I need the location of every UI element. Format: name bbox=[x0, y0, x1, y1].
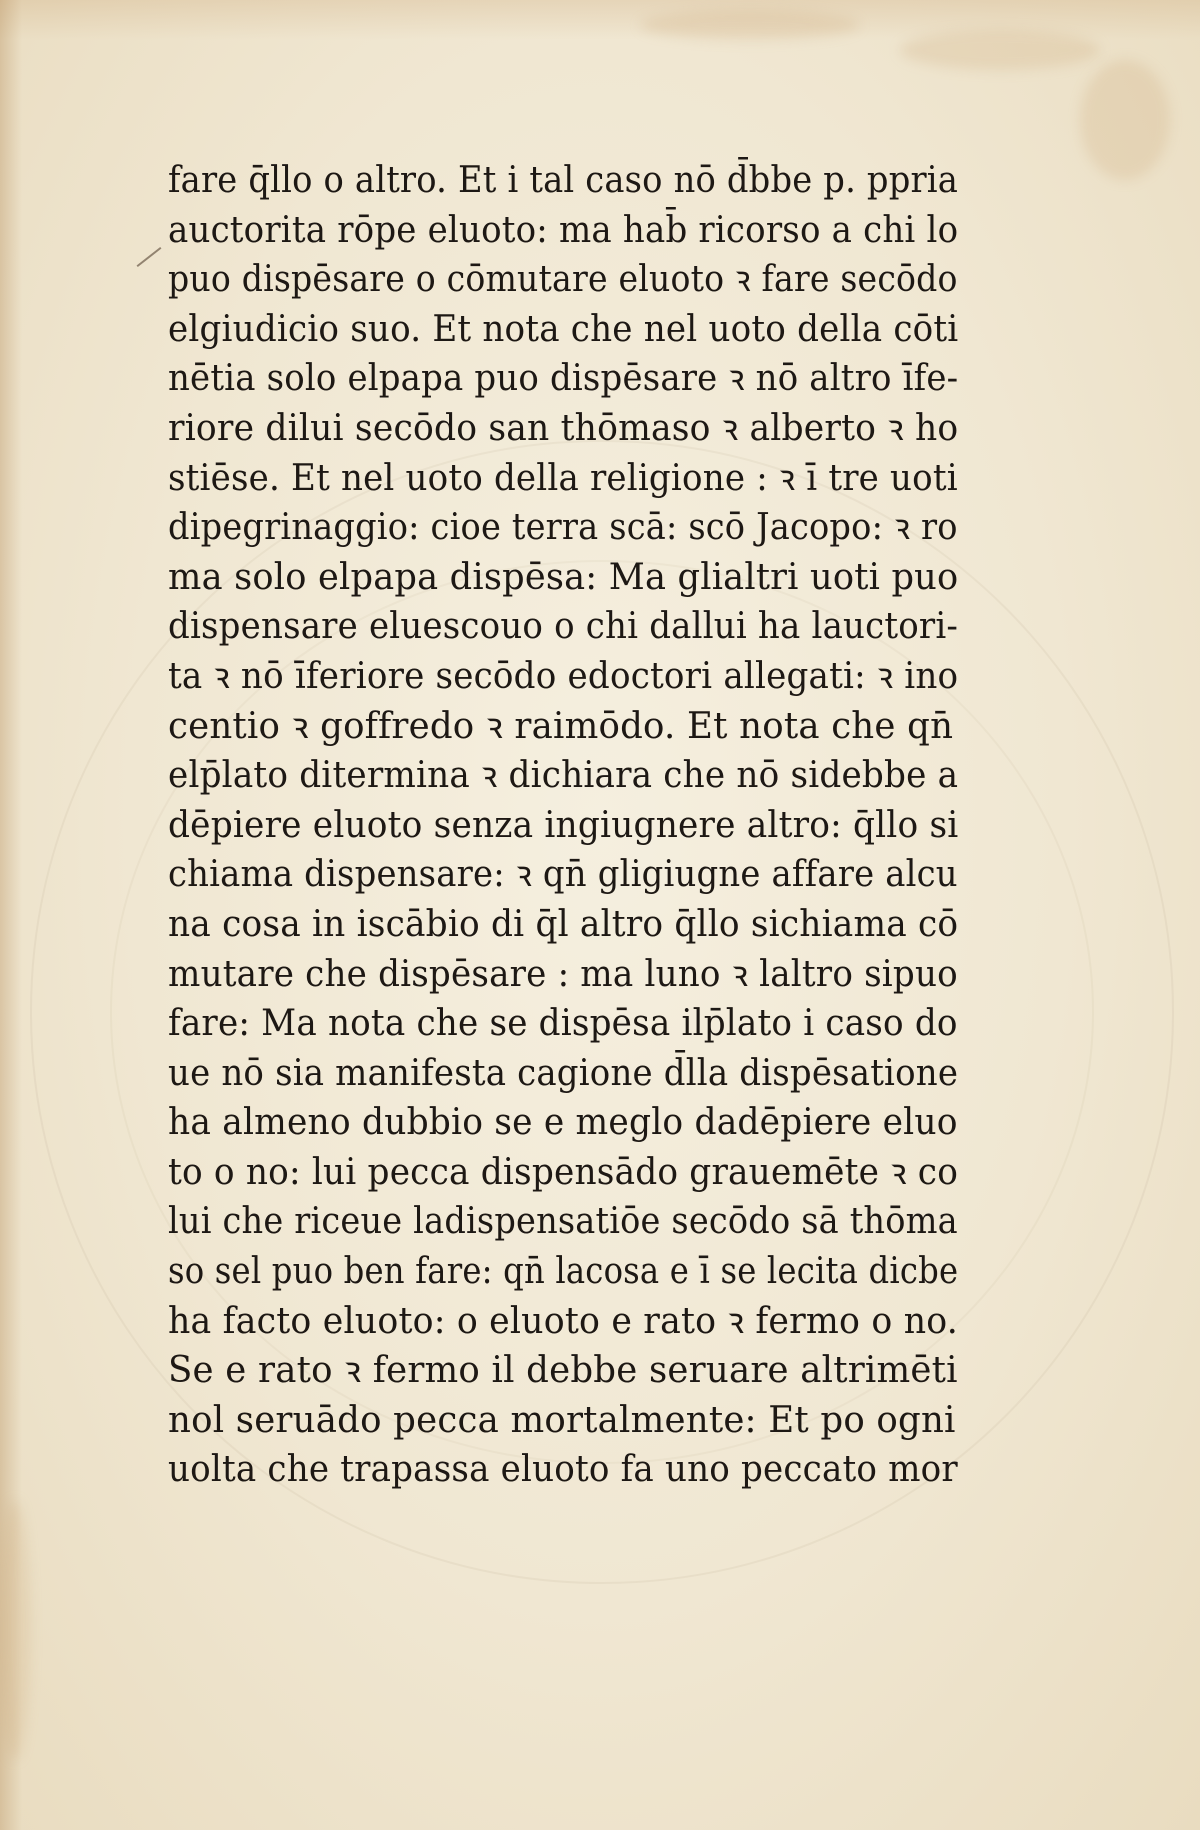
text-line: chiama dispensare: ꝛ qn̄ gligiugne affare alcu bbox=[168, 854, 958, 896]
foxing-stain bbox=[640, 10, 860, 40]
text-line: nol seruādo pecca mortalmente: Et po ogni bbox=[168, 1399, 956, 1441]
text-line: nētia solo elpapa puo dispēsare ꝛ nō altro īfe- bbox=[168, 358, 959, 400]
text-line: Se e rato ꝛ fermo il debbe seruare altrimēti bbox=[168, 1350, 958, 1392]
foxing-stain bbox=[900, 30, 1100, 70]
text-line: stiēse. Et nel uoto della religione : ꝛ ī tre uoti bbox=[168, 457, 958, 499]
text-line: ma solo elpapa dispēsa: Ma glialtri uoti puo bbox=[168, 556, 959, 598]
text-line: so sel puo ben fare: qn̄ lacosa e ī se lecita dicbe bbox=[168, 1251, 959, 1293]
text-line: dēpiere eluoto senza ingiugnere altro: q̄llo si bbox=[168, 804, 959, 846]
text-line: puo dispēsare o cōmutare eluoto ꝛ fare secōdo bbox=[168, 259, 958, 301]
text-line: elgiudicio suo. Et nota che nel uoto della cōti bbox=[168, 308, 959, 350]
text-line: ha facto eluoto: o eluoto e rato ꝛ fermo o no. bbox=[168, 1300, 958, 1342]
text-line: riore dilui secōdo san thōmaso ꝛ alberto ꝛ ho bbox=[168, 407, 959, 449]
text-line: auctorita rōpe eluoto: ma hab̄ ricorso a chi lo bbox=[168, 209, 959, 251]
text-line: fare: Ma nota che se dispēsa ilp̄lato i caso do bbox=[168, 1003, 958, 1045]
text-line: lui che riceue ladispensatiōe secōdo sā thōma bbox=[168, 1201, 958, 1243]
text-line: uolta che trapassa eluoto fa uno peccato mor bbox=[168, 1449, 958, 1491]
text-line: ha almeno dubbio se e meglo dadēpiere eluo bbox=[168, 1102, 958, 1144]
text-line: centio ꝛ goffredo ꝛ raimōdo. Et nota che qn̄ bbox=[168, 705, 954, 747]
text-line: mutare che dispēsare : ma luno ꝛ laltro sipuo bbox=[168, 953, 958, 995]
text-line: ue nō sia manifesta cagione d̄lla dispēsatione bbox=[168, 1052, 959, 1094]
text-line: fare q̄llo o altro. Et i tal caso nō d̄bbe p. ppria bbox=[168, 160, 959, 201]
text-line: na cosa in iscābio di q̄l altro q̄llo sichiama cō bbox=[168, 903, 959, 945]
text-line: dipegrinaggio: cioe terra scā: scō Jacopo: ꝛ ro bbox=[168, 507, 958, 549]
marginal-pen-mark bbox=[137, 247, 162, 267]
text-line: to o no: lui pecca dispensādo grauemēte ꝛ co bbox=[168, 1151, 959, 1193]
text-line: elp̄lato ditermina ꝛ dichiara che nō sidebbe a bbox=[168, 755, 959, 797]
text-block bbox=[168, 156, 968, 1495]
foxing-stain bbox=[1080, 60, 1170, 180]
text-line: ta ꝛ nō īferiore secōdo edoctori allegati: ꝛ ino bbox=[168, 655, 959, 697]
foxing-stain bbox=[0, 1500, 30, 1760]
text-line: dispensare eluescouo o chi dallui ha lauctori- bbox=[168, 606, 959, 648]
